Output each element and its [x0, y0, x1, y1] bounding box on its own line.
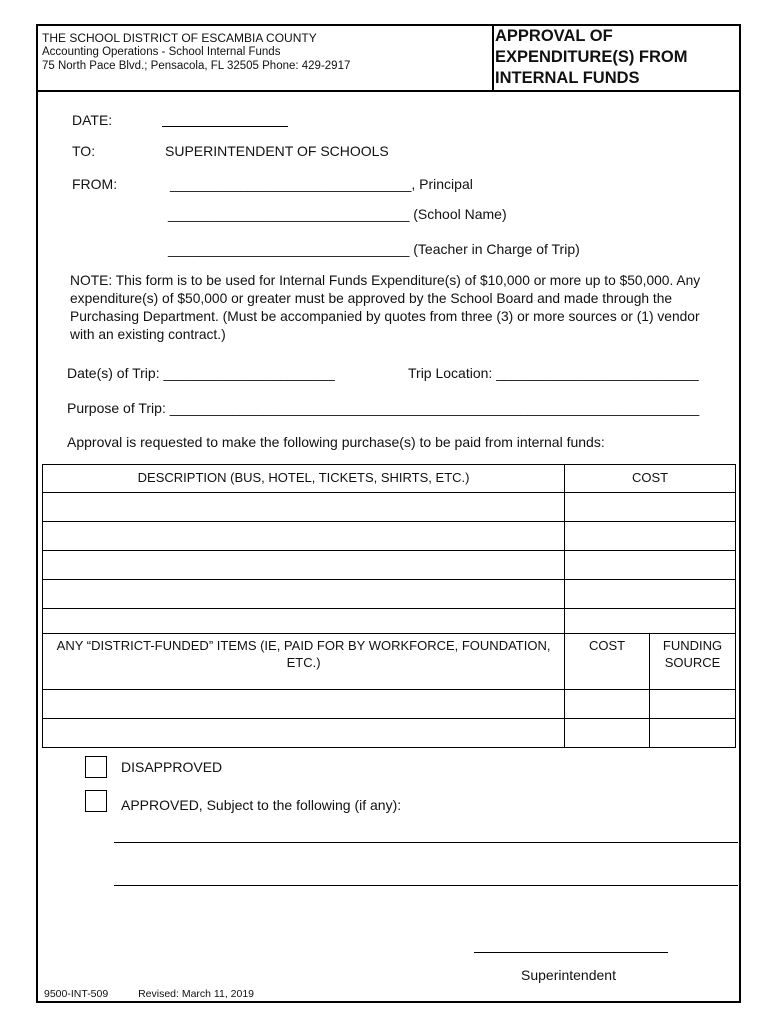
description-cell[interactable] — [43, 580, 565, 609]
funding-source-cell[interactable] — [650, 690, 736, 719]
from-label: FROM: — [72, 176, 118, 192]
revision-date: Revised: March 11, 2019 — [138, 988, 255, 1000]
district-cost-cell[interactable] — [565, 719, 650, 748]
table-row — [43, 719, 736, 748]
school-name-field[interactable]: _______________________________ (School Name) — [168, 206, 507, 222]
cost-cell[interactable] — [565, 551, 736, 580]
form-footer — [44, 988, 254, 1000]
table-row — [43, 609, 736, 634]
principal-field[interactable]: _______________________________, Principal — [170, 176, 473, 192]
table-row — [43, 493, 736, 522]
form-title-line1: APPROVAL OF — [495, 27, 613, 45]
district-cost-header: COST — [565, 634, 650, 690]
trip-location-field[interactable]: Trip Location: __________________________ — [408, 365, 699, 381]
signature-line[interactable] — [474, 952, 668, 953]
form-header — [36, 24, 741, 92]
approved-checkbox[interactable] — [85, 790, 107, 812]
org-name: THE SCHOOL DISTRICT OF ESCAMBIA COUNTY — [42, 31, 317, 45]
disapproved-label: DISAPPROVED — [121, 759, 223, 775]
table-row — [43, 690, 736, 719]
form-number: 9500-INT-509 — [44, 988, 109, 1000]
note-text: NOTE: This form is to be used for Internal Funds Expenditure(s) of $10,000 or more up to $50,000. Any expenditure(s) of $50,000 or greater must be approved by the School Board and made through the Purchasing Department. (Must be accompanied by quotes from three (3) or more sources or (1) vendor with an existing contract.) — [70, 273, 701, 342]
approved-label: APPROVED, Subject to the following (if any): — [121, 797, 402, 813]
teacher-field[interactable]: _______________________________ (Teacher in Charge of Trip) — [168, 241, 580, 257]
district-cost-cell[interactable] — [565, 690, 650, 719]
conditions-line-2[interactable] — [114, 885, 738, 886]
org-department: Accounting Operations - School Internal Funds — [42, 46, 281, 58]
date-field[interactable] — [162, 126, 288, 127]
table-row — [43, 522, 736, 551]
table-row — [43, 580, 736, 609]
to-value: SUPERINTENDENT OF SCHOOLS — [165, 143, 389, 159]
organization-info — [42, 31, 490, 74]
description-cell[interactable] — [43, 493, 565, 522]
cost-cell[interactable] — [565, 493, 736, 522]
cost-cell[interactable] — [565, 522, 736, 551]
description-cell[interactable] — [43, 551, 565, 580]
funding-source-cell[interactable] — [650, 719, 736, 748]
header-divider — [492, 24, 494, 92]
form-title — [495, 26, 735, 89]
date-label: DATE: — [72, 112, 113, 128]
description-cell[interactable] — [43, 522, 565, 551]
cost-header: COST — [565, 465, 736, 493]
trip-purpose-field[interactable]: Purpose of Trip: ____________________________________________________________________ — [67, 400, 700, 416]
expenditure-table — [42, 464, 736, 748]
district-funded-header: ANY “DISTRICT-FUNDED” ITEMS (IE, PAID FOR BY WORKFORCE, FOUNDATION, ETC.) — [43, 634, 565, 690]
district-item-cell[interactable] — [43, 719, 565, 748]
description-header: DESCRIPTION (BUS, HOTEL, TICKETS, SHIRTS, ETC.) — [43, 465, 565, 493]
superintendent-label: Superintendent — [521, 967, 616, 983]
table-row — [43, 551, 736, 580]
form-title-line2: EXPENDITURE(S) FROM — [495, 48, 688, 66]
conditions-line-1[interactable] — [114, 842, 738, 843]
district-item-cell[interactable] — [43, 690, 565, 719]
to-label: TO: — [72, 143, 96, 159]
cost-cell[interactable] — [565, 609, 736, 634]
org-address: 75 North Pace Blvd.; Pensacola, FL 32505 Phone: 429-2917 — [42, 60, 351, 72]
form-title-line3: INTERNAL FUNDS — [495, 69, 640, 87]
funding-source-header: FUNDING SOURCE — [650, 634, 736, 690]
trip-dates-field[interactable]: Date(s) of Trip: ______________________ — [67, 365, 335, 381]
disapproved-checkbox[interactable] — [85, 756, 107, 778]
approval-request-text: Approval is requested to make the following purchase(s) to be paid from internal funds: — [67, 434, 605, 450]
cost-cell[interactable] — [565, 580, 736, 609]
description-cell[interactable] — [43, 609, 565, 634]
